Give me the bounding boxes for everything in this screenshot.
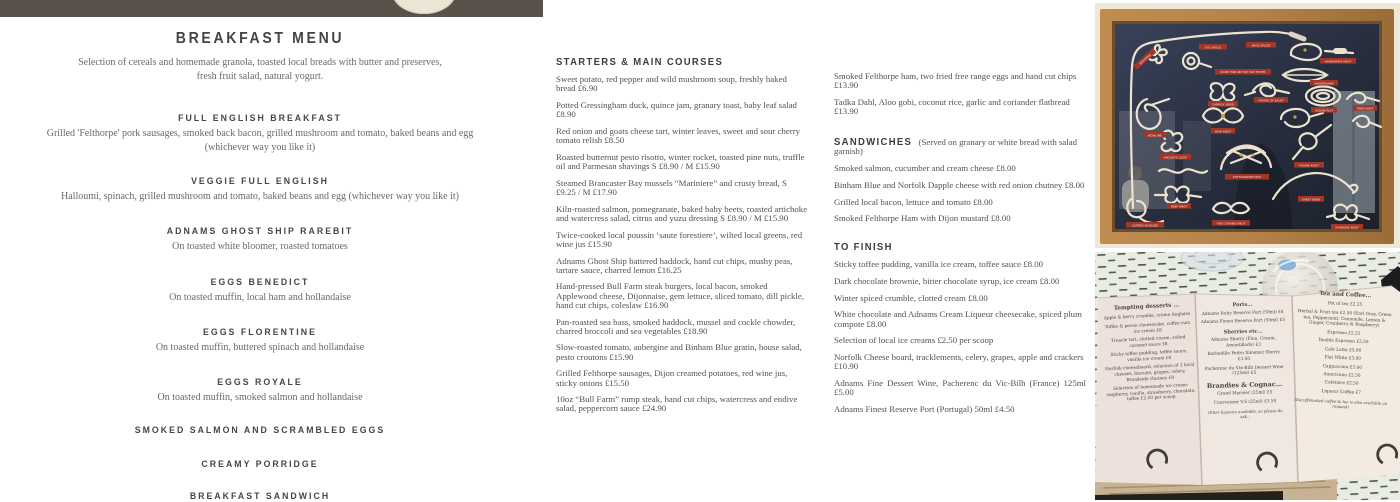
breakfast-item-name: SMOKED SALMON AND SCRAMBLED EGGS [134,425,386,436]
svg-text:SHEET BEND: SHEET BEND [1301,197,1321,202]
breakfast-item [0,176,520,204]
fold-item: Adnams Ruby Reserve Port (50ml) £4 [1201,309,1284,317]
svg-text:ANGLER'S LOOP: ANGLER'S LOOP [1163,155,1187,160]
breakfast-item-name: VEGGIE FULL ENGLISH [191,176,329,187]
svg-text:MANROPE KNOT: MANROPE KNOT [1335,225,1359,230]
fold-item: Espresso £2.25 [1327,329,1361,337]
fold-heading: Tea and Coffee... [1319,290,1372,300]
fold-item: Flat White £3.00 [1324,355,1362,362]
svg-text:EYE SPLICE: EYE SPLICE [1204,45,1222,50]
menu-item: Twice-cooked local poussin ‘saute forestiere’, wilted local greens, red wine jus £15.90 [556,229,803,249]
sandwiches-heading: SANDWICHES [834,136,913,148]
menu-item: Red onion and goats cheese tart, winter leaves, sweet and sour cherry tomato relish £8.50 [556,126,801,146]
svg-text:WHIPPING: WHIPPING [1138,52,1152,66]
svg-text:FIGURE OF EIGHT: FIGURE OF EIGHT [1258,98,1284,103]
breakfast-item-name: CREAMY PORRIDGE [201,459,319,470]
breakfast-item-desc: On toasted muffin, local ham and hollandaise [169,292,351,303]
fold-item: Pacherenc du Vin-Bilh Dessert Wine (125ml) £5 [1204,364,1284,377]
breakfast-item-name: EGGS BENEDICT [210,277,310,288]
menu-item: Sticky toffee pudding, vanilla ice cream, toffee sauce £8.00 [834,259,1044,270]
fold-item: Herbal & Fruit tea £2.50 (Earl Grey, Green tea, Peppermint, Camomile, Lemon & Ginger, Cranberry & Raspberry) [1297,308,1392,329]
fold-item: Adnams Sherry (Fino, Cream, Amontillado) £3 [1210,336,1276,349]
menu-item: Smoked Felthorpe Ham with Dijon mustard £8.00 [834,213,1011,224]
svg-text:OCEAN PLAT: OCEAN PLAT [1314,108,1334,113]
svg-text:CARRICK BEND: CARRICK BEND [1212,102,1234,107]
sandwiches-note: (Served on granary or white bread with salad garnish) [834,136,1078,157]
svg-text:ROUND TURN AND TWO HALF HITCHE: ROUND TURN AND TWO HALF HITCHES [1220,71,1266,75]
knot-board-illustration [1095,3,1400,248]
breakfast-item-name: EGGS FLORENTINE [203,327,317,338]
fold-item: Grand Marnier (25ml) £5 [1217,390,1273,398]
fold-item: Adnams Finest Reserve Port (50ml) £5 [1200,317,1286,326]
fold-item: Barbadillo Pedro Ximenez Sherry £3.50 [1207,350,1281,363]
fold-heading: Ports... [1232,301,1253,309]
svg-text:HANGMAN'S KNOT: HANGMAN'S KNOT [1324,59,1352,64]
menu-item: 10oz “Bull Farm” rump steak, hand cut chips, watercress and endive salad, peppercorn sauce £24.90 [556,394,798,414]
menu-item: Smoked salmon, cucumber and cream cheese £8.00 [834,163,1016,174]
page-title: BREAKFAST MENU [175,30,345,47]
breakfast-item-name: FULL ENGLISH BREAKFAST [178,113,342,124]
svg-text:REEF KNOT: REEF KNOT [1170,204,1188,209]
fold-item: Sticky toffee pudding, toffee sauce, vanilla ice cream £8 [1110,349,1188,363]
menu-item: Norfolk Cheese board, tracklements, celery, grapes, apple and crackers £10.90 [834,351,1084,372]
svg-text:BOWLINE: BOWLINE [1148,133,1162,138]
breakfast-item-desc: Grilled 'Felthorpe' pork sausages, smoked back bacon, grilled mushroom and tomato, baked beans and egg (whichever way you like it) [46,128,474,153]
fold-item: Toffee & pecan cheesecake, coffee rum ice cream £8 [1104,320,1191,335]
breakfast-item [0,459,520,470]
fold-item: Treacle tart, clotted cream, salted caramel sauce £8 [1110,335,1186,349]
to-finish-heading: TO FINISH [834,242,893,254]
breakfast-menu-column [0,0,520,500]
fold-item: Selection of homemade ice cream: raspberry, vanilla, strawberry, chocolate, toffee £2.50 per scoop [1106,383,1196,403]
fold-item: Norfolk cheeseboard, selection of 3 local cheeses, biscuits, grapes, celery, Broadside chutney £8 [1105,362,1195,383]
menu-item: Roasted butternut pesto risotto, winter rocket, toasted pine nuts, truffle oil and Parmesan shavings S £8.90 / M £15.90 [556,151,805,172]
breakfast-item [0,226,520,254]
fold-item: Cafetiere £2.50 [1324,380,1359,388]
menu-item: Grilled local bacon, lettuce and tomato £8.00 [834,196,993,207]
menu-item: Adnams Finest Reserve Port (Portugal) 50ml £4.50 [834,403,1015,414]
svg-text:SHEEPSHANK: SHEEPSHANK [1314,81,1334,86]
menu-item: Binham Blue and Norfolk Dapple cheese with red onion chutney £8.00 [834,179,1085,190]
starters-heading: STARTERS & MAIN COURSES [556,57,724,68]
trifold-menu-photo [1095,252,1400,500]
fold-heading: Brandies & Cognac... [1206,379,1283,390]
breakfast-item [0,327,520,355]
menu-item: Selection of local ice creams £2.50 per scoop [834,335,994,346]
breakfast-item [0,113,520,155]
menu-item: Hand-pressed Bull Farm steak burgers, local bacon, smoked Applewood cheese, Dijonnaise, gem lettuce, sliced tomato, dill pickle, hand cut chips, coleslaw £16.90 [556,281,804,310]
menu-item: Grilled Felthorpe sausages, Dijon creamed potatoes, red wine jus, sticky onions £15.50 [556,368,788,388]
fold-item: Liqueur Coffee £7 [1321,389,1361,396]
fold-item: Cafe Latte £3.00 [1324,346,1362,354]
fold-heading: Tempting desserts ... [1113,302,1180,312]
fold-note: (Decaffeinated coffee & tea is also available on request) [1294,396,1388,410]
breakfast-item-desc: On toasted muffin, buttered spinach and hollandaise [155,342,365,353]
fold-desserts [1100,302,1197,408]
fold-item: Double Espresso £2.50 [1318,338,1369,346]
fold-note: Other liqueurs available, so please do ask... [1207,407,1283,419]
fold-tea-coffee [1292,290,1393,414]
menu-item: Kiln-roasted salmon, pomegranate, baked baby beets, roasted artichoke and watercress salad, citrus and yuzu dressing S £8.90 / M £15.90 [556,203,808,223]
svg-text:BOW KNOT: BOW KNOT [1214,129,1232,134]
breakfast-item [0,277,520,305]
fold-item: Courvoisier V.S (25ml) £3.50 [1213,399,1277,406]
breakfast-item [0,491,520,502]
menu-item: Potted Gressingham duck, quince jam, granary toast, baby leaf salad £8.90 [556,100,797,120]
breakfast-intro: Selection of cereals and homemade granola, toasted local breads with butter and preserves, fresh fruit salad, natural yogurt. [78,57,442,82]
breakfast-item [0,425,520,436]
fold-item: Pot of tea £2.25 [1327,301,1363,309]
fold-item: Cappuccino £3.00 [1322,363,1363,371]
menu-item: White chocolate and Adnams Cream Liqueur cheesecake, spiced plum compote £8.00 [834,309,1082,329]
sandwiches-desserts-column [834,72,1100,421]
fold-item: Americano £2.50 [1323,372,1361,379]
menu-item: Winter spiced crumble, clotted cream £8.00 [834,292,988,303]
menu-item: Sweet potato, red pepper and wild mushroom soup, freshly baked bread £6.90 [556,74,787,94]
starters-mains-column [556,58,808,421]
menu-item: Slow-roasted tomato, aubergine and Binham Blue gratin, house salad, pesto croutons £15.90 [556,342,802,362]
breakfast-item-name: BREAKFAST SANDWICH [189,491,331,502]
fold-heading: Sherries etc... [1223,328,1263,336]
menu-item: Steamed Brancaster Bay mussels “Mariniere” and crusty bread, S £9.25 / M £17.90 [556,177,787,198]
breakfast-item-name: EGGS ROYALE [217,377,303,388]
svg-text:BACK SPLICE: BACK SPLICE [1251,43,1271,48]
fold-item: Apple & berry crumble, crème Anglaise [1103,312,1191,322]
svg-text:STAFFORDSHIRE KNOT: STAFFORDSHIRE KNOT [1232,176,1262,180]
svg-text:THIEF KNOT: THIEF KNOT [1356,106,1374,111]
menu-item: Tadka Dahl, Aloo gobi, coconut rice, garlic and coriander flatbread £13.90 [834,96,1070,117]
fold-ports-sherries [1199,301,1288,423]
menu-item: Pan-roasted sea bass, smoked haddock, mussel and cockle chowder, charred broccoli and sea vegetables £18.90 [556,316,796,336]
breakfast-item [0,377,520,405]
svg-text:SLIPPED BOWLINE: SLIPPED BOWLINE [1131,223,1159,228]
svg-text:TWO STRAND KNOT: TWO STRAND KNOT [1216,221,1246,226]
menu-item: Adnams Fine Dessert Wine, Pacherenc du Vic-Bilh (France) 125ml £5.00 [834,377,1086,398]
breakfast-item-desc: Halloumi, spinach, grilled mushroom and tomato, baked beans and egg (whichever way you like it) [61,191,459,202]
breakfast-item-desc: On toasted muffin, smoked salmon and hollandaise [157,392,363,403]
svg-text:FIGURE KNOT: FIGURE KNOT [1299,163,1319,168]
breakfast-item-name: ADNAMS GHOST SHIP RAREBIT [166,226,354,237]
knot-board-photo [1095,3,1400,248]
breakfast-item-desc: On toasted white bloomer, roasted tomatoes [172,241,348,252]
menu-item: Adnams Ghost Ship battered haddock, hand cut chips, mushy peas, tartare sauce, charred lemon £16.25 [556,255,793,275]
menu-item: Dark chocolate brownie, bitter chocolate syrup, ice cream £8.00 [834,275,1060,286]
menu-item: Smoked Felthorpe ham, two fried free range eggs and hand cut chips £13.90 [834,71,1077,91]
